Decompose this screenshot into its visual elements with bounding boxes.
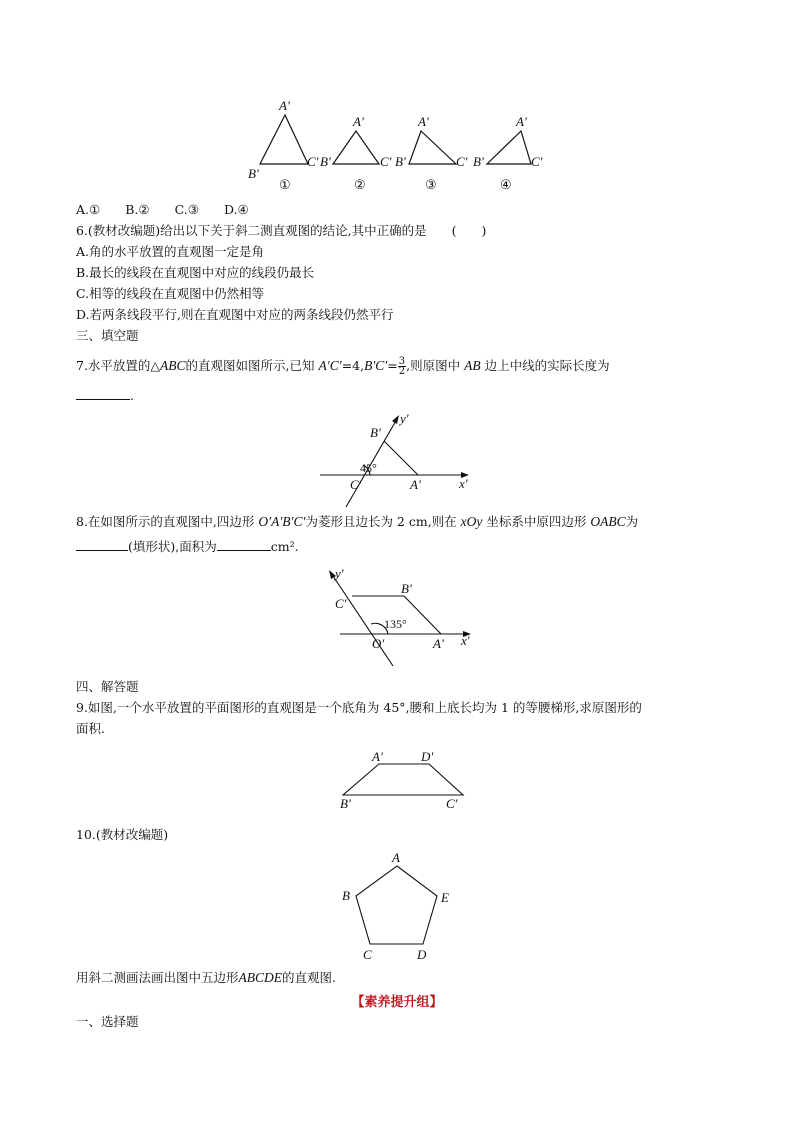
group-title: 【素养提升组】 xyxy=(351,995,443,1010)
label-a1: A' xyxy=(279,98,290,113)
q6-option-b: B.最长的线段在直观图中对应的线段仍最长 xyxy=(76,265,315,280)
q7-text-7: . xyxy=(130,388,134,403)
q7-ac: A′C′ xyxy=(318,358,342,373)
label-c2: C' xyxy=(380,154,392,169)
label-a: A' xyxy=(410,477,421,492)
label-e: E xyxy=(441,890,449,905)
q7-ab: AB xyxy=(464,358,481,373)
q6-option-a: A.角的水平放置的直观图一定是角 xyxy=(76,244,265,259)
label-d: D' xyxy=(421,749,434,764)
label-y: y' xyxy=(400,411,409,426)
label-b: B' xyxy=(340,796,351,811)
label-c1: C' xyxy=(307,154,319,169)
label-b4: B' xyxy=(473,154,484,169)
label-a3: A' xyxy=(418,114,429,129)
label-x: x' xyxy=(459,476,468,491)
label-x: x' xyxy=(461,633,470,648)
angle-label: 135° xyxy=(384,617,407,631)
q9-line-2: 面积. xyxy=(76,721,105,736)
q6-option-d: D.若两条线段平行,则在直观图中对应的两条线段仍然平行 xyxy=(76,307,394,322)
q7-text-3: =4, xyxy=(341,358,365,373)
label-b: B xyxy=(342,888,350,903)
q8-text-1: 8.在如图所示的直观图中,四边形 xyxy=(76,514,255,529)
q5-option-d: D.④ xyxy=(223,202,249,217)
q6-option-c: C.相等的线段在直观图中仍然相等 xyxy=(76,286,265,301)
label-a: A' xyxy=(372,749,383,764)
q7-frac-den: 2 xyxy=(398,366,406,377)
q7-abc: ABC xyxy=(160,358,186,373)
figure-number-3: ③ xyxy=(425,177,437,192)
q7-text-2: 的直观图如图所示,已知 xyxy=(185,358,315,373)
q10-abcde: ABCDE xyxy=(238,970,283,985)
q7-text-6: 边上中线的实际长度为 xyxy=(484,358,610,373)
q5-option-b: B.② xyxy=(125,202,150,217)
q8-text-3: 坐标系中原四边形 xyxy=(486,514,587,529)
q9-line-1: 9.如图,一个水平放置的平面图形的直观图是一个底角为 45°,腰和上底长均为 1 的等腰梯形,求原图形的 xyxy=(76,700,642,715)
section-answers: 四、解答题 xyxy=(76,679,139,694)
figure-number-2: ② xyxy=(354,177,366,192)
label-c3: C' xyxy=(456,154,468,169)
q7-bc: B′C′ xyxy=(364,358,388,373)
figure-number-1: ① xyxy=(279,177,291,192)
label-d: D xyxy=(417,947,427,962)
q8-quad: O′A′B′C′ xyxy=(258,514,306,529)
label-a: A xyxy=(392,850,400,865)
angle-label: 45° xyxy=(360,461,377,475)
label-c4: C' xyxy=(531,154,543,169)
figure-number-4: ④ xyxy=(500,177,512,192)
q8-text-6: cm². xyxy=(270,539,299,554)
q10-stem: 10.(教材改编题) xyxy=(76,827,169,842)
q7-text-4: = xyxy=(387,358,398,373)
label-c: C' xyxy=(350,477,362,492)
q7-frac-num: 3 xyxy=(398,356,406,367)
q5-option-c: C.③ xyxy=(174,202,199,217)
q10-text-2: 的直观图. xyxy=(282,970,336,985)
section-choice: 一、选择题 xyxy=(76,1014,139,1029)
pentagon xyxy=(356,866,437,944)
q8-oabc: OABC xyxy=(590,514,626,529)
q10-instruction xyxy=(76,969,336,987)
label-c: C' xyxy=(446,796,458,811)
q8-text-4: 为 xyxy=(625,514,639,529)
q8-text-2: 为菱形且边长为 2 cm,则在 xyxy=(305,514,457,529)
label-a4: A' xyxy=(516,114,527,129)
label-b2: B' xyxy=(320,154,331,169)
section-fill-in: 三、填空题 xyxy=(76,328,139,343)
q10-text-1: 用斜二测画法画出图中五边形 xyxy=(76,970,239,985)
q8-text-5: (填形状),面积为 xyxy=(128,539,217,554)
label-a2: A' xyxy=(353,114,364,129)
label-c: C' xyxy=(335,596,347,611)
label-b1: B' xyxy=(248,166,259,181)
label-o: O' xyxy=(372,636,385,651)
q8-xoy: xOy xyxy=(460,514,483,529)
label-b: B' xyxy=(401,581,412,596)
q6-stem: 6.(教材改编题)给出以下关于斜二测直观图的结论,其中正确的是 ( ) xyxy=(76,223,487,238)
label-a: A' xyxy=(433,636,444,651)
label-b3: B' xyxy=(395,154,406,169)
label-y: y' xyxy=(335,566,344,581)
label-c: C xyxy=(363,947,372,962)
q5-option-a: A.① xyxy=(76,202,101,217)
q7-text-1: 7.水平放置的△ xyxy=(76,358,161,373)
q7-text-5: ,则原图中 xyxy=(406,358,461,373)
label-b: B' xyxy=(370,425,381,440)
